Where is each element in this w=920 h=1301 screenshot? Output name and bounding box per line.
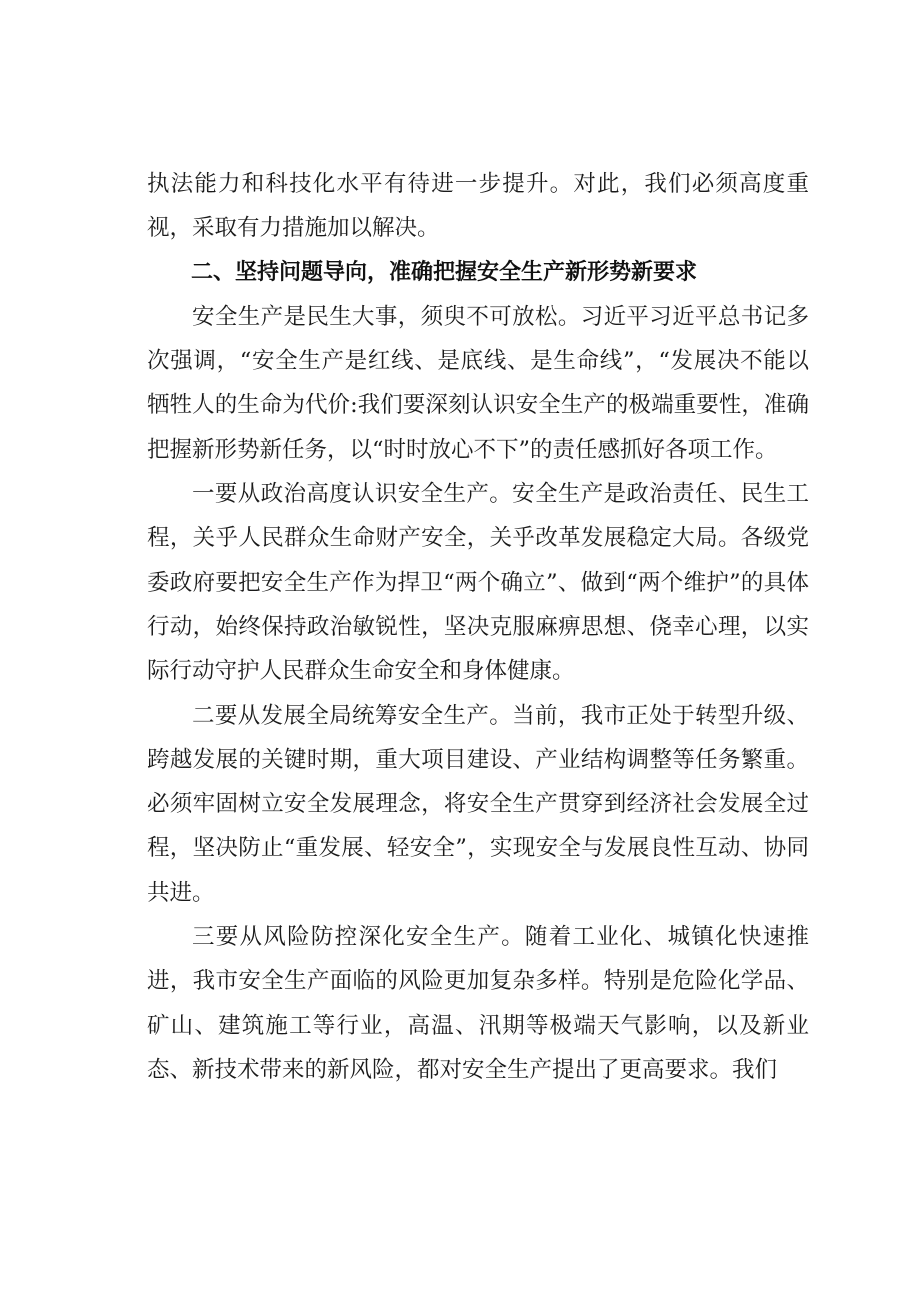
paragraph-intro: 安全生产是民生大事，须臾不可放松。习近平习近平总书记多次强调，“安全生产是红线、是底线、是生命线”，“发展决不能以牺牲人的生命为代价:我们要深刻认识安全生产的极端重要性，准确把握新形势新任务，以“时时放心不下”的责任感抓好各项工作。 — [147, 303, 809, 463]
paragraph-point-one: 一要从政治高度认识安全生产。安全生产是政治责任、民生工程，关乎人民群众生命财产安全，关乎改革发展稳定大局。各级党委政府要把安全生产作为捍卫“两个确立”、做到“两个维护”的具体行动，始终保持政治敏锐性，坚决克服麻痹思想、侥幸心理，以实际行动守护人民群众生命安全和身体健康。 — [147, 481, 809, 685]
section-heading: 二、坚持问题导向，准确把握安全生产新形势新要求 — [191, 259, 698, 285]
paragraph-continuation: 执法能力和科技化水平有待进一步提升。对此，我们必须高度重视，采取有力措施加以解决。 — [147, 171, 809, 242]
document-body — [147, 162, 809, 1092]
paragraph-point-three: 三要从风险防控深化安全生产。随着工业化、城镇化快速推进，我市安全生产面临的风险更加复杂多样。特别是危险化学品、矿山、建筑施工等行业，高温、汛期等极端天气影响，以及新业态、新技术带来的新风险，都对安全生产提出了更高要求。我们 — [147, 924, 809, 1083]
paragraph-point-two: 二要从发展全局统筹安全生产。当前，我市正处于转型升级、跨越发展的关键时期，重大项目建设、产业结构调整等任务繁重。必须牢固树立安全发展理念，将安全生产贯穿到经济社会发展全过程，坚决防止“重发展、轻安全”，实现安全与发展良性互动、协同共进。 — [147, 702, 809, 906]
